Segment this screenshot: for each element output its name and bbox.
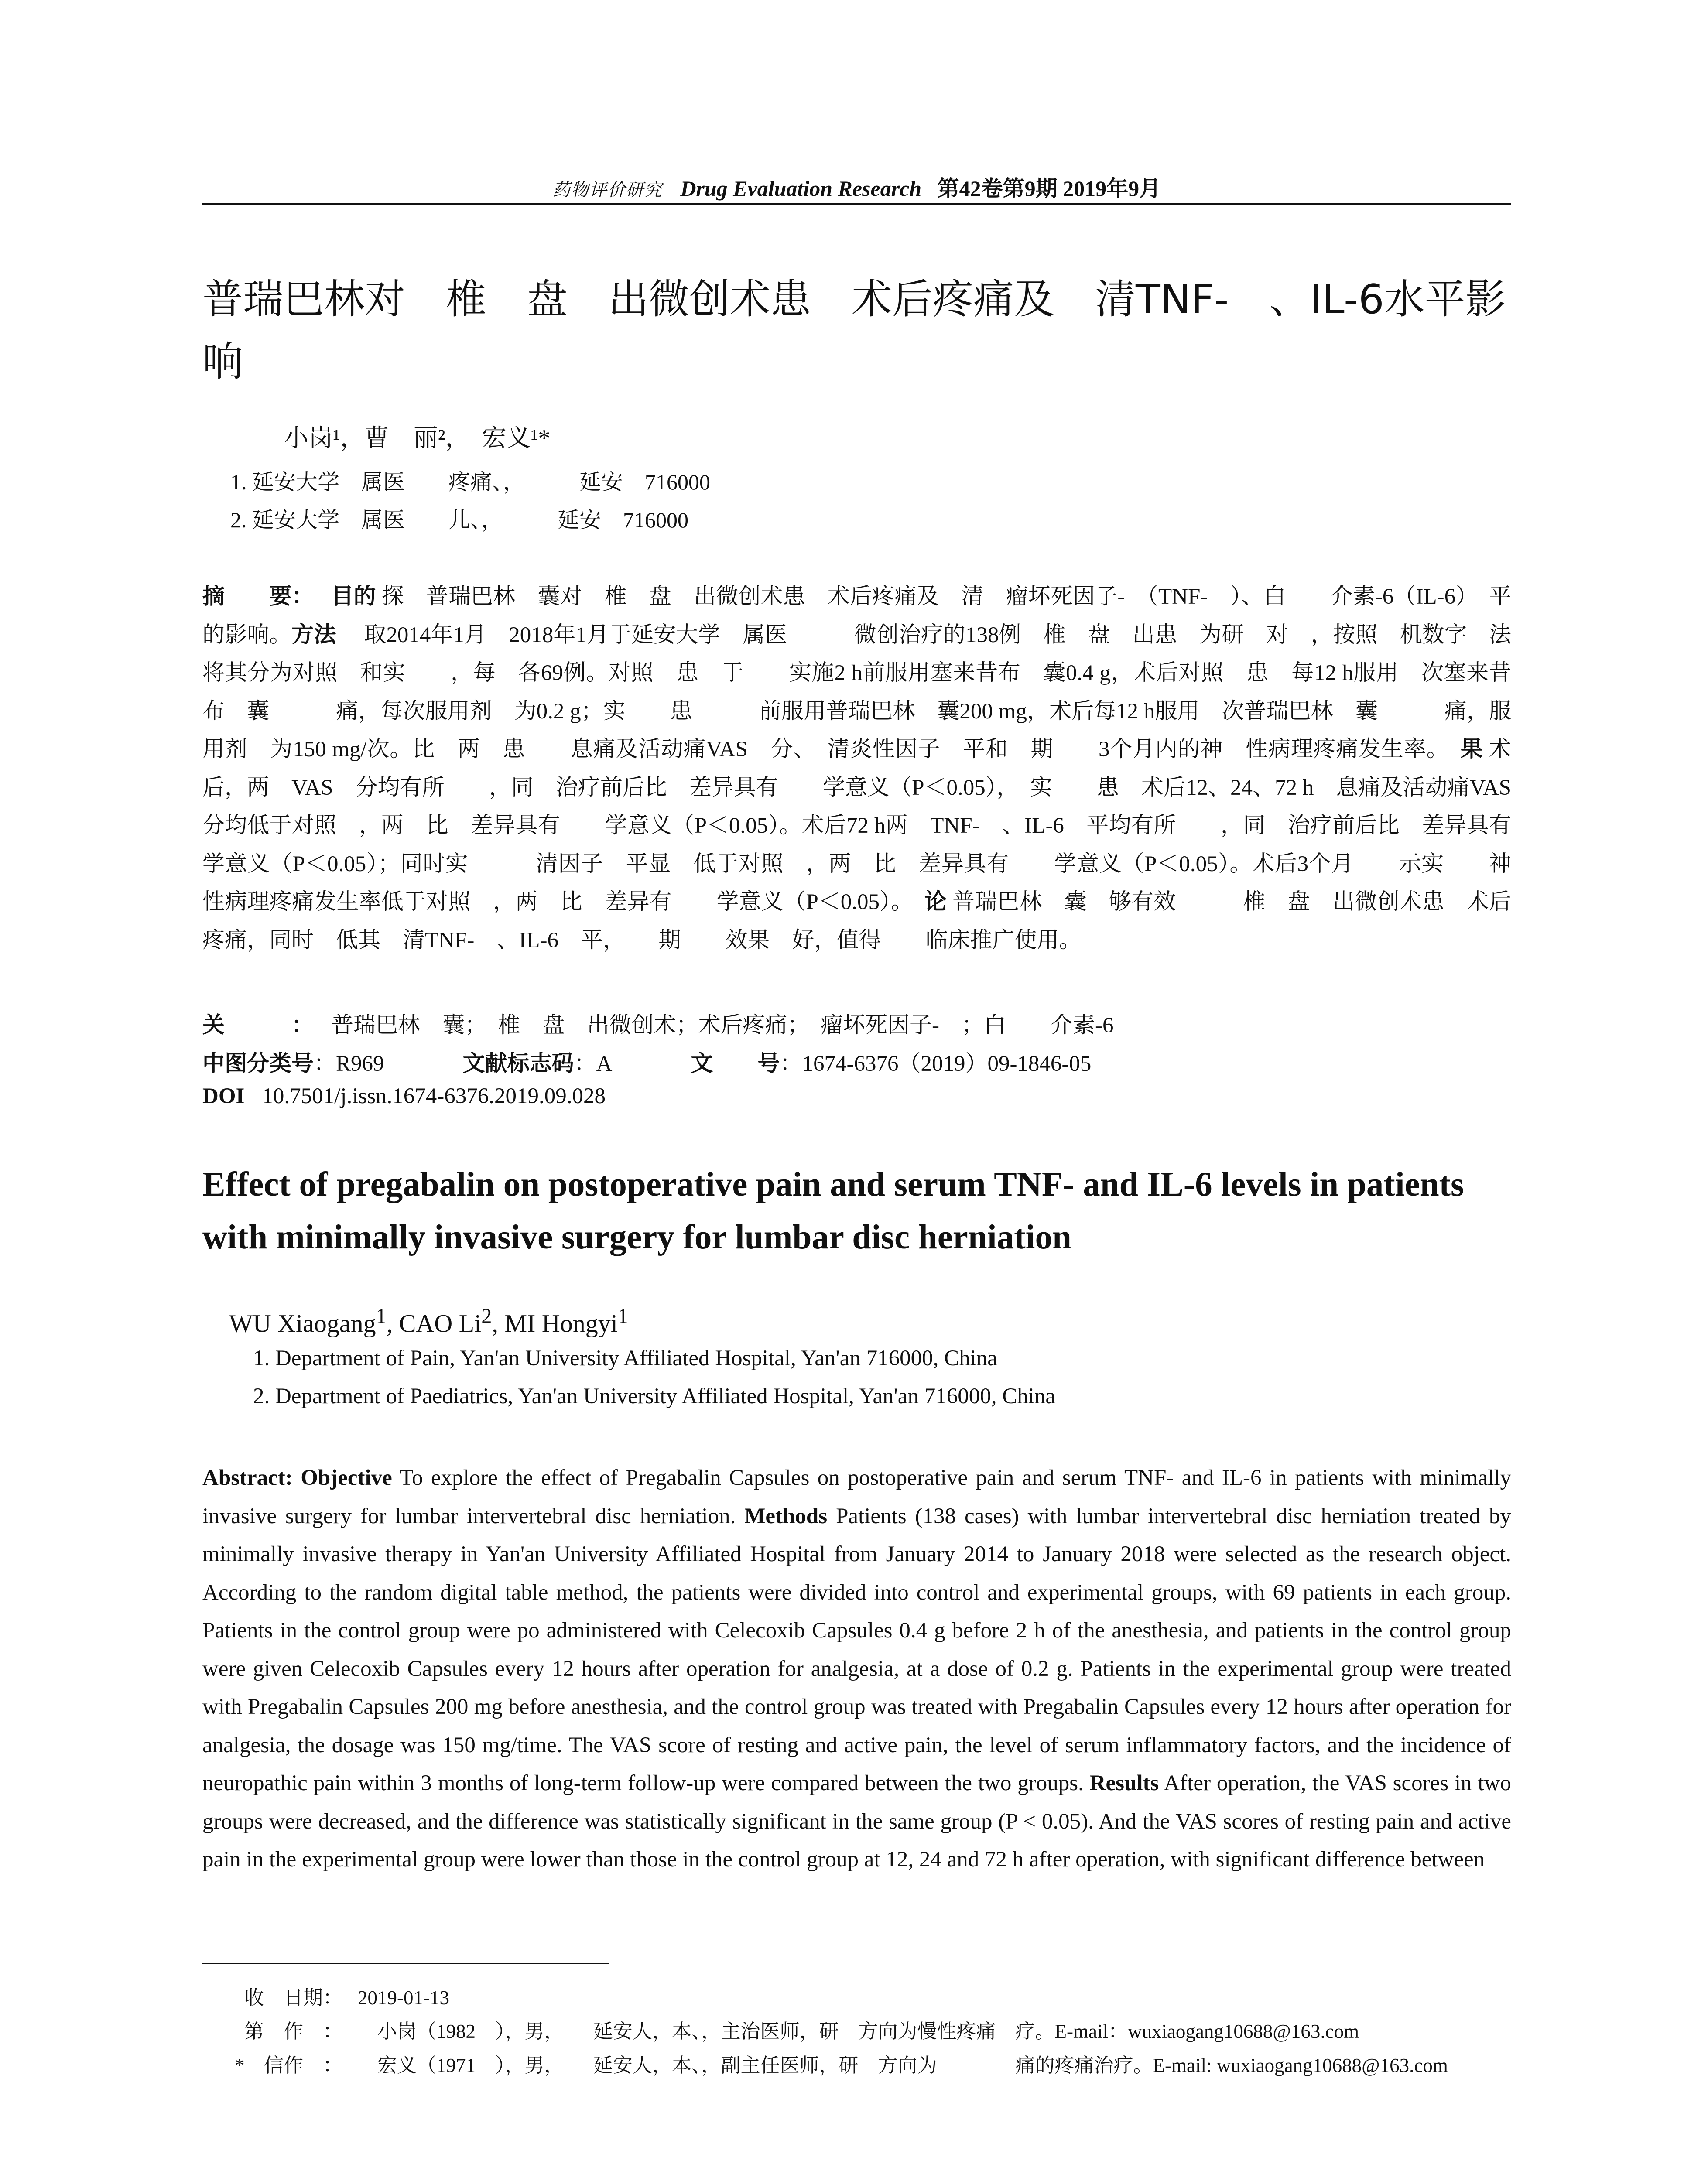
en-objective-label: Objective <box>301 1466 392 1490</box>
chinese-affiliation-1: 1. 延安大学 属医 疼痛、， 延安 716000 <box>230 470 710 494</box>
methods-label: 方法 <box>291 622 336 647</box>
author-2-affil: 2 <box>481 1305 492 1328</box>
keywords-label: 关 ： <box>202 1013 314 1038</box>
article-number-value: 1674-6376（2019）09-1846-05 <box>802 1052 1092 1076</box>
corresponding-label: 信作 ： <box>244 2055 343 2076</box>
clc-label: 中图分类号 <box>202 1052 314 1076</box>
english-authors <box>229 1304 628 1338</box>
author-2: CAO Li <box>399 1309 482 1338</box>
doi-value: 10.7501/j.issn.1674-6376.2019.09.028 <box>262 1084 606 1108</box>
chinese-authors: 小岗¹，曹 丽²， 宏义¹* <box>260 425 551 452</box>
keywords-text: 普瑞巴林 囊； 椎 盘 出微创术；术后疼痛； 瘤坏死因子- ；白 介素-6 <box>331 1013 1114 1038</box>
author-1: WU Xiaogang <box>229 1309 376 1338</box>
journal-issue: 第42卷第9期 2019年9月 <box>937 176 1161 201</box>
results-text: 术后，两 VAS 分均有所 ，同 治疗前后比 差异具有 学意义（P＜0.05）， 实 患 术后12、24、72 h 息痛及活动痛VAS 分均低于对照 ，两 比 差异具有 学意义（P＜0.05）。术后72 h两 TNF- 、IL-6 平均有所 ，同 治疗前后比 差异具有 学意义（P＜0.05）；同时实 清因子 平显 低于对照 ，两 比 差异具有 学意义（P＜0.05）。术后3个月 示实 神 性病理疼痛发生率低于对照 ，两 比 差异有 学意义（P＜0.05）。 <box>202 737 1556 914</box>
objective-text: 探 普瑞巴林 囊对 椎 盘 出微创术患 术后疼痛及 清 瘤坏死因子- （TNF- ）、白 介素-6（IL-6） 平的影响。 <box>202 585 1511 647</box>
article-number-label: 文 号 <box>691 1052 780 1076</box>
author-sep-1: , <box>386 1309 399 1338</box>
first-author-text: 小岗（1982 ），男， 延安人，本、，主治医师，研 方向为慢性疼痛 疗。E-mail：wuxiaogang10688@163.com <box>358 2020 1359 2042</box>
footnote-rule <box>202 1963 609 1964</box>
footnote-first-author <box>244 2015 1359 2044</box>
classification-line: 中图分类号：R969 文献标志码：A 文 号：1674-6376（2019）09-1846-05 <box>202 1052 1092 1076</box>
footnote-corresponding-author <box>235 2049 1448 2078</box>
results-label: 果 <box>1438 737 1483 762</box>
corresponding-mark: * <box>235 2055 245 2076</box>
first-author-label: 第 作 ： <box>244 2020 343 2042</box>
conclusion-text: 普瑞巴林 囊 够有效 椎 盘 出微创术患 术后疼痛，同时 低其 清TNF- 、IL-6 平， 期 效果 好，值得 临床推广使用。 <box>202 890 1511 953</box>
doi-line <box>202 1084 1511 1109</box>
clc-value: R969 <box>336 1052 384 1076</box>
abstract-label: 摘 要： <box>202 585 314 609</box>
running-header <box>202 171 1511 202</box>
received-date: 2019-01-13 <box>358 1987 449 2009</box>
chinese-affiliation-2: 2. 延安大学 属医 儿、， 延安 716000 <box>230 508 688 532</box>
chinese-keywords <box>202 1007 1511 1039</box>
author-sep-2: , <box>492 1309 505 1338</box>
journal-name: Drug Evaluation Research <box>680 176 922 201</box>
english-affiliation-2: 2. Department of Paediatrics, Yan'an University Affiliated Hospital, Yan'an 716000, China <box>253 1384 1056 1408</box>
english-title: Effect of pregabalin on postoperative pain and serum TNF- and IL-6 levels in patients with minimally invasive surgery for lumbar disc herniation <box>202 1166 1464 1256</box>
author-1-affil: 1 <box>376 1305 387 1328</box>
en-abstract-label: Abstract: <box>202 1466 293 1490</box>
chinese-abstract <box>202 578 1556 960</box>
author-3: MI Hongyi <box>504 1309 618 1338</box>
journal-logo: 药物评价研究 <box>552 180 663 200</box>
corresponding-text: 宏义（1971 ），男， 延安人，本、，副主任医师，研 方向为 痛的疼痛治疗。E-mail: wuxiaogang10688@163.com <box>358 2055 1448 2076</box>
english-affiliation-1: 1. Department of Pain, Yan'an University Affiliated Hospital, Yan'an 716000, China <box>253 1346 997 1371</box>
footnote-received <box>244 1982 449 2010</box>
methods-text: 取2014年1月 2018年1月于延安大学 属医 微创治疗的138例 椎 盘 出患 为研 对 ，按照 机数字 法将其分为对照 和实 ，每 各69例。对照 患 于 实施2 h前服用塞来昔布 囊0.4 g，术后对照 患 每12 h服用 次塞来昔布 囊 痛，每次服用剂 为0.2 g；实 患 前服用普瑞巴林 囊200 mg，术后每12 h服用 次普瑞巴林 囊 痛，服用剂 为150 mg/次。比 两 患 息痛及活动痛VAS 分、 清炎性因子 平和 期 3个月内的神 性病理疼痛发生率。 <box>202 622 1511 762</box>
en-objective-text: To explore the effect of Pregabalin Capsules on postoperative pain and serum TNF- and IL-6 in patients with minimally invasive surgery for lumbar intervertebral disc herniation. <box>202 1466 1511 1528</box>
conclusion-label: 论 <box>902 890 947 914</box>
doi-label: DOI <box>202 1084 245 1108</box>
en-results-text: After operation, the VAS scores in two groups were decreased, and the difference was statistically significant in the same group (P < 0.05). And the VAS scores of resting pain and active pain in the experimental group were lower than those in the control group at 12, 24 and 72 h after operation, with significant difference between <box>202 1771 1511 1872</box>
en-methods-text: Patients (138 cases) with lumbar intervertebral disc herniation treated by minimally invasive therapy in Yan'an University Affiliated Hospital from January 2014 to January 2018 were selected as the research object. According to the random digital table method, the patients were divided into control and experimental groups, with 69 patients in each group. Patients in the control group were po administered with Celecoxib Capsules 0.4 g before 2 h of the anesthesia, and patients in the control group were given Celecoxib Capsules every 12 hours after operation for analgesia, at a dose of 0.2 g. Patients in the experimental group were treated with Pregabalin Capsules 200 mg before anesthesia, and the control group was treated with Pregabalin Capsules every 12 hours after operation for analgesia, the dosage was 150 mg/time. The VAS score of resting and active pain, the level of serum inflammatory factors, and the incidence of neuropathic pain within 3 months of long-term follow-up were compared between the two groups. <box>202 1504 1512 1795</box>
author-3-affil: 1 <box>617 1305 629 1328</box>
doc-code-label: 文献标志码 <box>462 1052 574 1076</box>
en-methods-label: Methods <box>744 1504 828 1528</box>
doc-code-value: A <box>596 1052 613 1076</box>
chinese-title: 普瑞巴林对 椎 盘 出微创术患 术后疼痛及 清TNF- 、IL-6水平影响 <box>202 276 1506 385</box>
english-abstract <box>202 1459 1511 1879</box>
objective-label: 目的 <box>331 585 376 609</box>
received-label: 收 日期： <box>244 1987 343 2009</box>
header-rule <box>202 203 1511 205</box>
en-results-label: Results <box>1089 1771 1159 1795</box>
